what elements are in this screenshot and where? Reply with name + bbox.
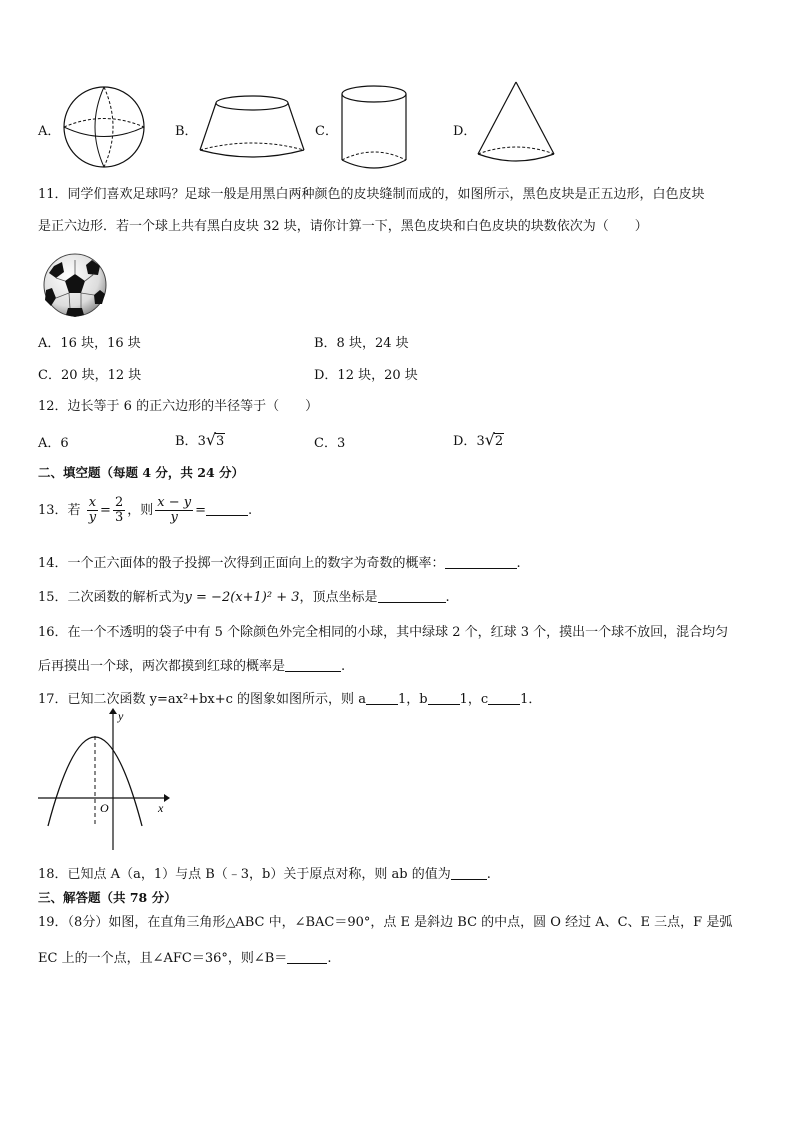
q12-option-b-label: B． [175, 434, 198, 449]
y-axis-label: y [118, 709, 124, 723]
q13-mid: ，则 [127, 503, 154, 518]
period: . [486, 867, 491, 882]
q11-option-c: C．20 块，12 块 [38, 368, 142, 383]
period: . [445, 590, 450, 605]
q12-option-d [453, 430, 504, 449]
period: . [248, 503, 253, 518]
period: . [516, 556, 521, 571]
q19-line2-text: EC 上的一个点，且∠AFC＝36°，则∠B＝ [38, 951, 288, 966]
q12-option-b [175, 430, 225, 449]
q12-stem: 12．边长等于 6 的正六边形的半径等于（ ） [38, 399, 319, 414]
period: . [341, 659, 346, 674]
q16-line2 [38, 655, 345, 674]
q15 [38, 586, 450, 605]
frac-den: y [88, 510, 97, 525]
q12-option-b-coef: 3 [197, 434, 206, 449]
period: . [327, 951, 332, 966]
q12-option-a: A．6 [38, 436, 69, 451]
cylinder-figure [338, 84, 410, 174]
fraction-2-over-3 [113, 496, 125, 525]
answer-blank[interactable] [287, 949, 327, 964]
answer-blank[interactable] [378, 588, 446, 603]
q11-option-d: D．12 块，20 块 [314, 368, 418, 383]
q17-part-c: 1，c [459, 692, 489, 707]
option-c-label: C． [315, 124, 338, 139]
answer-blank-c[interactable] [488, 690, 520, 705]
frac-num: 2 [114, 495, 124, 510]
q13-prefix: 13．若 [38, 503, 81, 518]
answer-blank[interactable] [451, 865, 487, 880]
equals-sign: = [100, 503, 111, 518]
q13 [38, 496, 252, 525]
fraction-x-over-y [87, 496, 98, 525]
section-2-title: 二、填空题（每题 4 分，共 24 分） [38, 465, 245, 480]
q17-part-b: 1，b [397, 692, 428, 707]
q11-line1: 11．同学们喜欢足球吗？足球一般是用黑白两种颜色的皮块缝制而成的，如图所示，黑色皮块是正五边形，白色皮块 [38, 187, 705, 202]
q16-line2-text: 后再摸出一个球，两次都摸到红球的概率是 [38, 659, 286, 674]
section-3-title: 三、解答题（共 78 分） [38, 890, 177, 905]
x-axis-arrow-icon [164, 794, 170, 802]
answer-blank-a[interactable] [366, 690, 398, 705]
option-b-label: B． [175, 124, 198, 139]
q15-mid: ，顶点坐标是 [299, 590, 378, 605]
sqrt-sign-icon: √ [205, 430, 217, 449]
q12-option-d-coef: 3 [476, 434, 485, 449]
q18-text: 18．已知点 A（a，1）与点 B（﹣3，b）关于原点对称，则 ab 的值为 [38, 867, 451, 882]
frac-den: y [170, 510, 178, 525]
frac-den: 3 [114, 510, 124, 525]
q12-option-d-radicand: 2 [494, 434, 504, 449]
sqrt-sign-icon: √ [484, 430, 495, 449]
answer-blank[interactable] [445, 554, 517, 569]
sphere-figure [60, 86, 150, 170]
answer-blank[interactable] [285, 657, 341, 672]
cone-figure [474, 80, 558, 170]
frac-num: x [87, 496, 98, 511]
q12-option-b-radicand: 3 [216, 434, 225, 449]
q11-line2: 是正六边形．若一个球上共有黑白皮块 32 块，请你计算一下，黑色皮块和白色皮块的块数依次为（ ） [38, 219, 648, 234]
q19-line2 [38, 947, 331, 966]
q11-option-a: A．16 块，16 块 [38, 336, 141, 351]
origin-label: O [100, 801, 109, 815]
q19-line1: 19．（8分）如图，在直角三角形△ABC 中，∠BAC＝90°，点 E 是斜边 BC 的中点，圆 O 经过 A、C、E 三点，F 是弧 [38, 915, 733, 930]
parabola-graph [36, 706, 170, 852]
equals-sign: = [195, 503, 206, 518]
answer-blank[interactable] [206, 501, 248, 516]
q16-line1: 16．在一个不透明的袋子中有 5 个除颜色外完全相同的小球，其中绿球 2 个，红球 3 个，摸出一个球不放回，混合均匀 [38, 625, 729, 640]
frustum-figure [196, 94, 312, 162]
q14 [38, 552, 521, 571]
q15-prefix: 15．二次函数的解析式为 [38, 590, 185, 605]
q15-formula: y = −2(x+1)² + 3 [184, 590, 300, 605]
option-a-label: A． [38, 124, 61, 139]
q12-option-d-label: D． [453, 434, 477, 449]
soccer-ball-icon [42, 252, 108, 318]
q18 [38, 863, 491, 882]
q11-option-b: B．8 块，24 块 [314, 336, 409, 351]
q17-end: 1． [520, 692, 542, 707]
frac-num: x − y [157, 495, 192, 510]
answer-blank-b[interactable] [428, 690, 460, 705]
x-axis-label: x [158, 801, 164, 815]
q17-stem [38, 688, 541, 707]
q17-prefix: 17．已知二次函数 y=ax²+bx+c 的图象如图所示，则 a [38, 692, 366, 707]
fraction-x-minus-y-over-y [155, 496, 193, 525]
y-axis-arrow-icon [109, 708, 117, 714]
q12-option-c: C．3 [314, 436, 346, 451]
q14-text: 14．一个正六面体的骰子投掷一次得到正面向上的数字为奇数的概率： [38, 556, 445, 571]
option-d-label: D． [453, 124, 477, 139]
